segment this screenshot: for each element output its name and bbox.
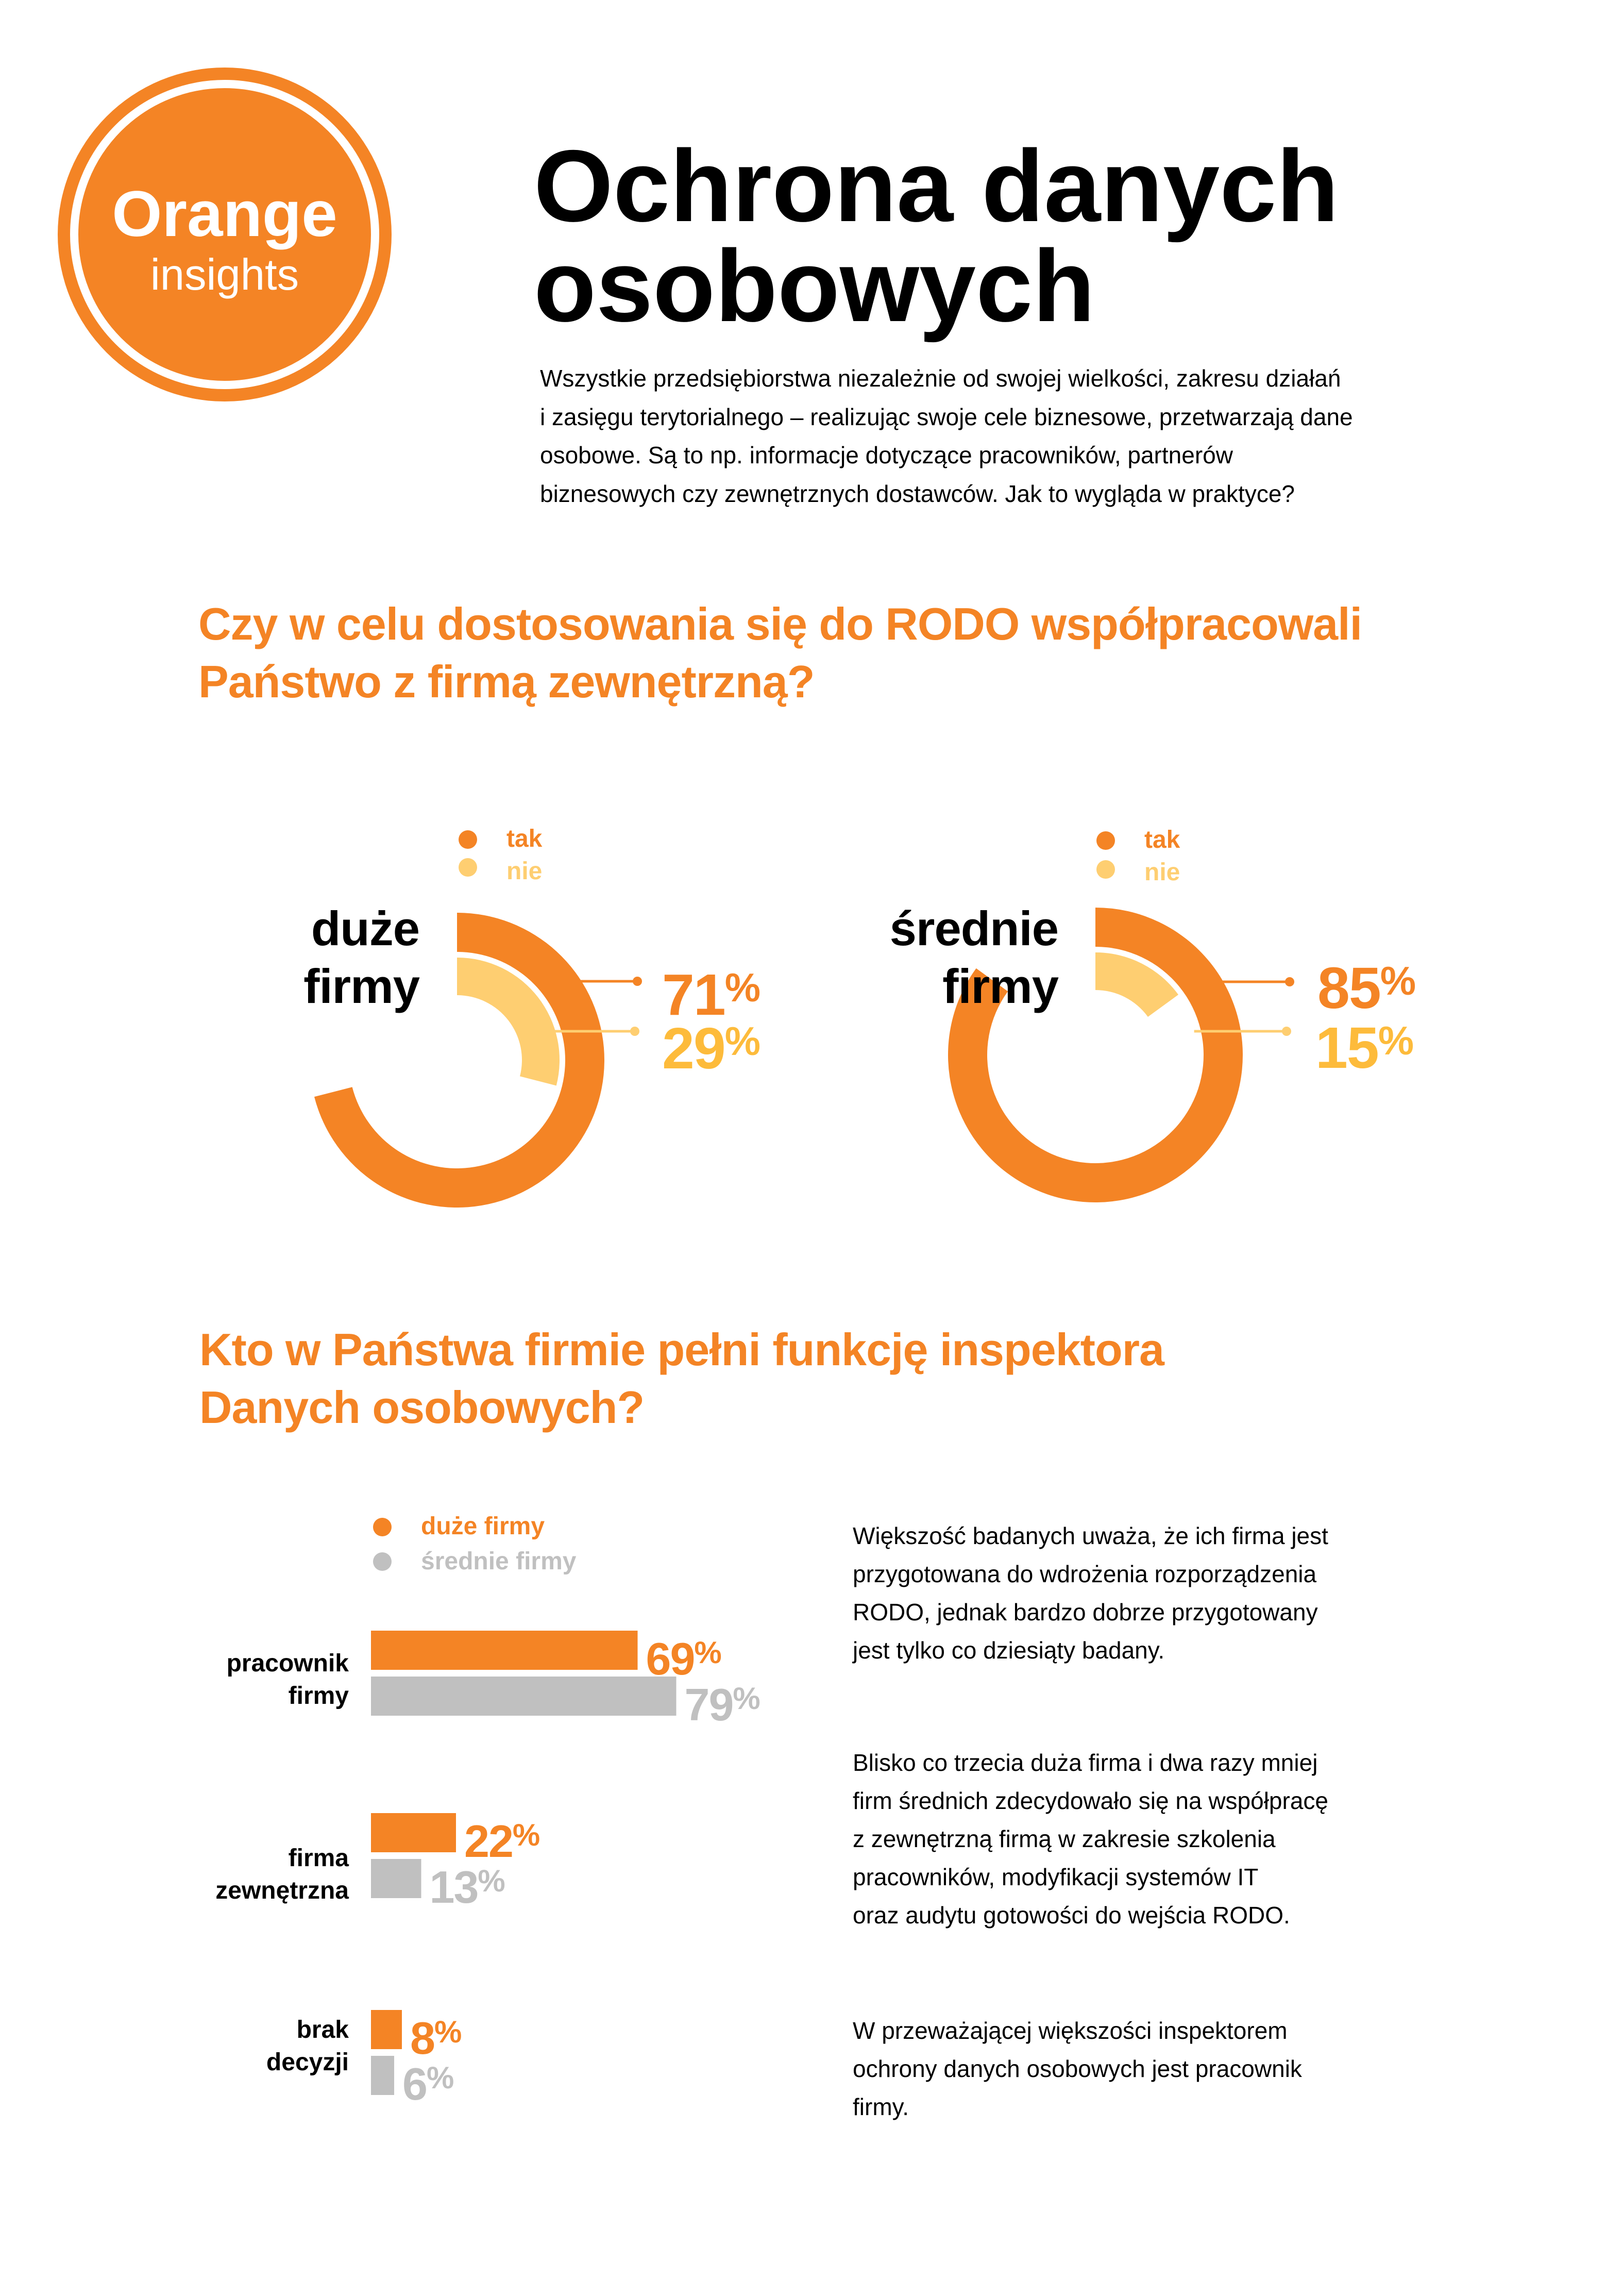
percent-sign: % [733,1681,760,1716]
donut1-leader-dot-tak [633,977,642,986]
category-line: zewnętrzna [215,1877,349,1904]
paragraph-line: przygotowana do wdrożenia rozporządzenia [853,1561,1317,1587]
bar-large-0 [371,1631,638,1670]
finding-paragraph-2 [853,1744,1328,1934]
paragraph-line: RODO, jednak bardzo dobrze przygotowany [853,1599,1318,1625]
paragraph-line: oraz audytu gotowości do wejścia RODO. [853,1902,1290,1929]
paragraph-line: firm średnich zdecydowało się na współpracę [853,1787,1328,1814]
bar-category-label [266,2014,349,2079]
bar-value-label-large-employee [646,1630,722,1682]
donut2-value-label-nie [1315,1012,1414,1080]
donut1-legend-label-nie: nie [506,858,543,885]
finding-paragraph-1 [853,1517,1328,1669]
bar-legend-dot-medium [373,1552,392,1571]
donut1-leader-dot-nie [630,1027,639,1036]
value-number: 8 [410,2013,434,2064]
bar-large-1 [371,1813,456,1852]
bar-value-label-medium-external [429,1858,505,1913]
bar-category-label [215,1842,349,1907]
value-number: 22 [464,1816,513,1867]
question-line: Kto w Państwa firmie pełni funkcję inspektora [199,1324,1164,1375]
donut2-legend-dot-tak [1096,831,1115,850]
intro-paragraph [540,359,1353,513]
bar-legend-label-large: duże firmy [421,1513,545,1540]
value-number: 15 [1315,1015,1378,1080]
donut1-title-line: duże [311,901,419,956]
paragraph-line: pracowników, modyfikacji systemów IT [853,1864,1259,1890]
category-line: brak [296,2016,349,2043]
category-line: firmy [288,1682,349,1710]
value-number: 6 [402,2058,427,2109]
bar-medium-1 [371,1859,421,1898]
paragraph-line: jest tylko co dziesiąty badany. [853,1637,1165,1664]
paragraph-line: firmy. [853,2093,909,2120]
percent-sign: % [724,965,761,1010]
donut2-legend-label-nie: nie [1144,859,1180,886]
donut2-legend-dot-nie [1096,860,1115,879]
percent-sign: % [426,2060,454,2095]
donut2-leader-dot-nie [1282,1027,1291,1036]
bar-large-2 [371,2010,402,2049]
donut1-legend-dot-tak [459,830,477,849]
donut1-legend-dot-nie [459,858,477,877]
section2-question [199,1321,1164,1436]
bar-medium-2 [371,2056,394,2095]
donut2-title-line: firmy [942,959,1058,1013]
percent-sign: % [1380,958,1416,1003]
page-title-line: osobowych [534,229,1095,343]
bar-legend-label-medium: średnie firmy [421,1548,577,1575]
percent-sign: % [478,1864,505,1898]
value-number: 85 [1317,956,1380,1020]
donut2-legend-label-tak: tak [1144,826,1180,853]
donut1-title [303,900,419,1015]
bar-medium-0 [371,1677,677,1716]
paragraph-line: Blisko co trzecia duża firma i dwa razy mniej [853,1749,1318,1776]
page-title-line: Ochrona danych [534,129,1339,243]
bar-value-label-medium-undecided [402,2055,454,2107]
donut1-title-line: firmy [303,959,419,1013]
value-number: 69 [646,1633,695,1684]
question-line: Danych osobowych? [199,1382,645,1433]
value-number: 29 [662,1016,725,1081]
category-line: firma [288,1845,349,1872]
bar-value-label-large-external [464,1813,540,1867]
bar-category-label [227,1647,349,1712]
logo-subtitle: insights [150,250,299,299]
donut2-leader-dot-tak [1285,977,1294,986]
intro-line: Wszystkie przedsiębiorstwa niezależnie od swojej wielkości, zakresu działań [540,365,1341,392]
bar-value-label-medium-employee [685,1676,760,1728]
percent-sign: % [434,2015,462,2049]
orange-insights-logo [58,68,392,401]
paragraph-line: W przeważającej większości inspektorem [853,2017,1288,2044]
paragraph-line: z zewnętrzną firmą w zakresie szkolenia [853,1825,1276,1852]
category-line: decyzji [266,2049,349,2076]
question-line: Czy w celu dostosowania się do RODO współpracowali [198,598,1362,649]
paragraph-line: ochrony danych osobowych jest pracownik [853,2055,1302,2082]
page-title [534,129,1339,343]
finding-paragraph-3 [853,2012,1302,2126]
percent-sign: % [724,1018,761,1064]
question-line: Państwo z firmą zewnętrzną? [198,656,815,707]
value-number: 13 [429,1862,478,1913]
value-number: 79 [684,1679,733,1730]
percent-sign: % [512,1818,540,1852]
paragraph-line: Większość badanych uważa, że ich firma jest [853,1522,1328,1549]
percent-sign: % [694,1635,722,1670]
value-number: 71 [662,962,725,1027]
logo-brand: Orange [112,178,337,250]
category-line: pracownik [226,1650,349,1677]
donut2-title-line: średnie [889,901,1058,956]
donut2-title [890,900,1058,1015]
intro-line: biznesowych czy zewnętrznych dostawców. Jak to wygląda w praktyce? [540,480,1295,507]
donut1-legend-label-tak: tak [506,825,543,852]
donut2-value-label-tak [1317,952,1416,1020]
section1-question [198,595,1362,711]
bar-value-label-large-undecided [410,2009,462,2064]
donut1-value-label-nie [662,1012,761,1081]
intro-line: osobowe. Są to np. informacje dotyczące pracowników, partnerów [540,442,1233,468]
intro-line: i zasięgu terytorialnego – realizując swoje cele biznesowe, przetwarzają dane [540,403,1353,430]
percent-sign: % [1378,1018,1414,1063]
bar-legend-dot-large [373,1518,392,1536]
